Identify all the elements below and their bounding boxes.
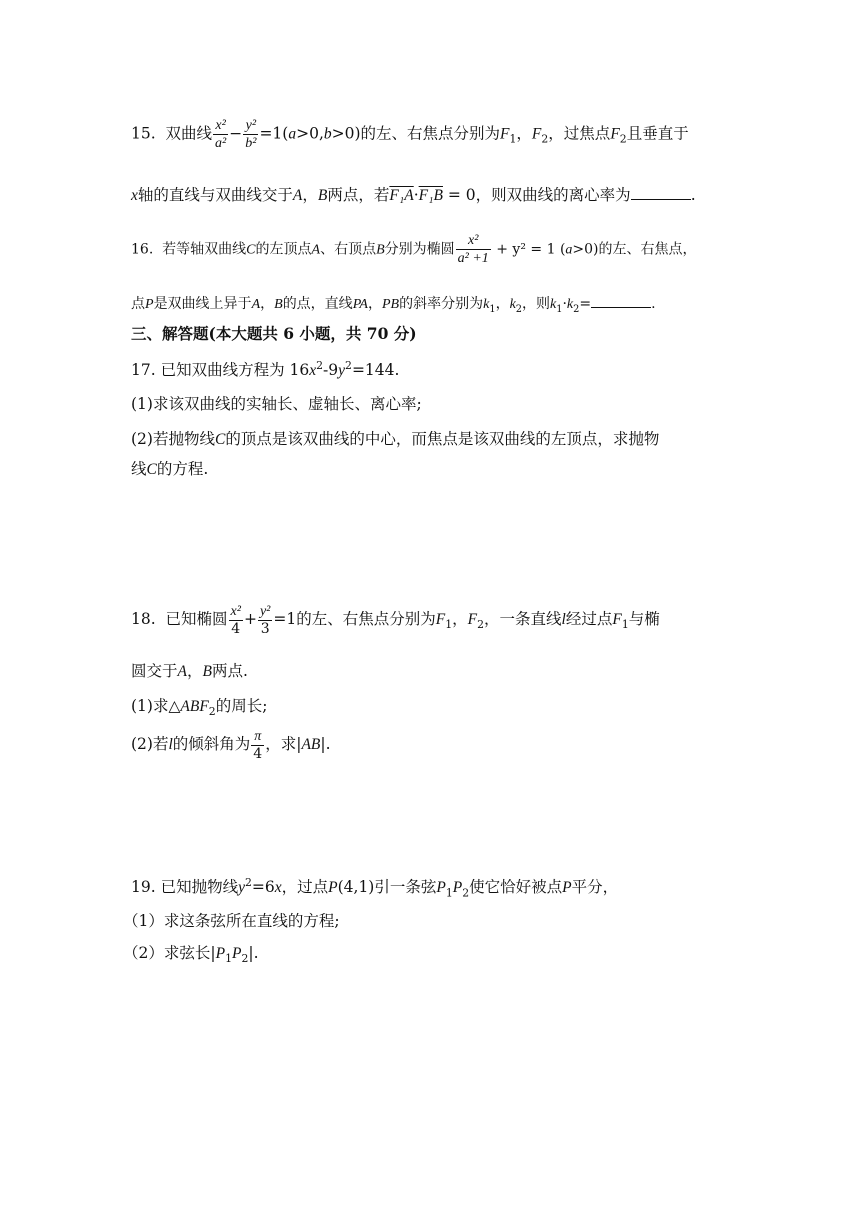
q19-line2: （1）求这条弦所在直线的方程; [123,912,340,930]
q16-text: 是双曲线上异于 [153,296,252,312]
subscript: 1 [489,303,496,315]
q18-text: ， [452,610,468,629]
q18-line4 [131,728,331,762]
var-AB: AB [301,736,321,754]
var-C: C [146,461,157,478]
q18-text: (2)若 [131,735,169,754]
fraction-x2-a2 [213,117,228,152]
subscript: 1 [621,618,629,632]
numerator: π [254,729,262,744]
numerator: x² [468,233,479,248]
var-A: A [177,663,187,680]
q15-text: 两点，若 [327,186,390,204]
q18-text: 经过点 [565,610,613,629]
q18-text: |. [320,735,331,754]
q15-text: = 0，则双曲线的离心率为 [442,186,631,204]
section-heading: 三、解答题(本大题共 6 小题，共 70 分) [131,324,417,343]
var-P: P [328,879,338,897]
q16-number: 16. [131,241,154,258]
denominator: a² +1 [457,251,489,267]
q16-text: 的左顶点 [255,241,312,258]
var-x: x [274,879,282,897]
var-P: P [145,297,154,312]
var-k: k [566,297,574,312]
var-B: B [202,663,212,680]
q19-text: 使它恰好被点 [469,878,563,897]
subscript: 1 [509,132,517,146]
var-F: F [435,611,446,629]
q15-text: 轴的直线与双曲线交于 [137,186,293,204]
vector-F1A: F₁A [389,187,414,204]
var-a: a [565,242,573,258]
q18-text: ， [186,662,203,680]
q17-text: =144. [351,361,400,380]
numerator: x² [215,118,226,133]
q19-text: (4,1)引一条弦 [337,878,437,897]
subscript: 2 [541,132,549,146]
q19-line1 [131,876,618,899]
q17-line2: (1)求该双曲线的实轴长、虚轴长、离心率; [131,395,422,413]
q17-line1 [131,359,399,381]
minus-sign: − [229,124,243,143]
q16-text: ，则 [522,296,551,312]
var-l: l [168,736,173,754]
q19-text: 平分， [571,878,619,897]
q15-text: ， [516,124,532,143]
q18-text: 圆交于 [131,662,178,680]
q16-text: 、右顶点 [320,241,377,258]
var-P: P [436,879,446,897]
q16-text: 若等轴双曲线 [162,241,247,258]
q15-text: ，过焦点 [548,124,611,143]
q15-number: 15. [131,124,156,143]
q18-text: 与椭 [628,610,660,629]
q19-text: =6 [251,878,275,897]
var-k: k [550,297,557,312]
q19-text: ，过点 [281,878,329,897]
var-A: A [251,297,261,312]
q16-text: = [579,296,592,312]
subscript: 2 [573,303,580,315]
var-PB: PB [382,297,400,312]
answer-blank[interactable] [631,187,691,200]
var-y: y [238,879,245,897]
var-PA: PA [352,297,368,312]
q18-line3 [131,697,267,718]
q19-text: |. [248,944,259,962]
fraction-y2-3 [258,603,272,637]
subscript: 2 [515,303,523,315]
q16-text: 点 [131,296,145,312]
q18-text: 两点. [211,662,248,680]
var-y: y [338,362,346,380]
var-ABF: ABF [180,698,209,715]
var-a: a [288,125,297,143]
fraction-pi-4 [251,728,264,762]
q15-text: . [690,186,696,204]
q16-line2 [131,295,656,316]
var-F: F [610,125,620,143]
q16-text: 的斜率分别为 [399,296,484,312]
q16-text: ， [495,296,510,312]
q16-text: . [651,296,656,312]
var-P: P [562,879,572,897]
answer-blank[interactable] [591,295,651,308]
subscript: 2 [208,705,216,719]
fraction-x2-4 [229,603,243,637]
q18-text: 的周长; [215,697,268,715]
q17-text: 的顶点是该双曲线的中心，而焦点是该双曲线的左顶点，求抛物 [225,430,660,448]
plus-sign: + [243,610,257,629]
q16-text: + y² = 1 ( [491,241,566,258]
var-F: F [467,611,478,629]
vector-F1B: F₁B [418,187,443,204]
q18-line2 [131,662,248,682]
var-P: P [452,879,463,897]
var-F: F [500,125,510,143]
q16-text: ， [368,296,382,312]
q19-line3 [123,944,259,965]
dot-operator: · [413,186,419,204]
subscript: 1 [225,952,232,966]
subscript: 1 [445,618,453,632]
denominator: 4 [253,746,263,763]
var-F: F [531,125,542,143]
subscript: 1 [556,303,563,315]
q18-text: (1)求△ [131,697,181,715]
q17-text: 线 [131,460,147,478]
q17-text: -9 [323,361,339,380]
superscript: 2 [345,359,352,372]
q16-text: >0)的左、右焦点， [572,241,697,258]
var-x: x [309,362,317,380]
var-B: B [274,297,283,312]
var-A: A [311,242,321,258]
q17-line3 [131,430,659,450]
q15-text: >0, [296,124,324,143]
var-B: B [376,242,385,258]
q16-text: 的点，直线 [282,296,353,312]
q17-text: 17. 已知双曲线方程为 16 [131,361,310,380]
q18-number: 18. [131,610,156,629]
q19-text: （2）求弦长| [123,944,216,962]
superscript: 2 [244,876,252,889]
q17-text: (2)若抛物线 [131,430,215,448]
q15-line1 [131,117,689,152]
q16-text: ， [260,296,275,312]
q18-text: 已知椭圆 [165,610,228,629]
denominator: b² [245,136,257,152]
q17-line4 [131,460,208,480]
q15-text: 且垂直于 [626,124,689,143]
q18-text: ，一条直线 [484,610,562,629]
subscript: 2 [477,618,484,632]
var-F: F [612,611,622,629]
denominator: 4 [231,621,241,638]
q15-line2 [131,186,696,206]
denominator: 3 [260,621,270,638]
var-k: k [509,297,516,312]
q18-text: =1的左、右焦点分别为 [273,610,436,629]
numerator: y² [259,604,271,619]
var-C: C [214,431,226,448]
q15-text: >0)的左、右焦点分别为 [331,124,501,143]
var-k: k [483,297,490,312]
q16-text: 分别为椭圆 [384,241,455,258]
q16-text: · [562,296,567,312]
q16-line1 [131,232,697,267]
q17-text: 的方程. [156,460,209,478]
subscript: 2 [462,886,470,900]
q19-text: 19. 已知抛物线 [131,878,239,897]
var-P: P [215,945,226,962]
q15-text: =1( [259,124,289,143]
var-P: P [231,945,242,962]
var-l: l [561,611,566,629]
fraction-x2-a2p1 [456,232,491,267]
subscript: 2 [241,952,249,966]
var-C: C [246,242,256,258]
subscript: 1 [445,886,453,900]
numerator: x² [230,604,241,619]
var-x: x [131,187,138,204]
numerator: y² [245,118,257,133]
q15-text: ， [302,186,318,204]
q18-text: ，求| [265,735,302,754]
q18-text: 的倾斜角为 [172,735,251,754]
q15-text: 双曲线 [165,124,213,143]
superscript: 2 [316,359,324,372]
var-B: B [317,187,328,204]
var-A: A [292,187,303,204]
q18-line1 [131,603,660,637]
subscript: 2 [619,132,627,146]
var-b: b [323,125,332,143]
fraction-y2-b2 [243,117,258,152]
denominator: a² [215,136,227,152]
